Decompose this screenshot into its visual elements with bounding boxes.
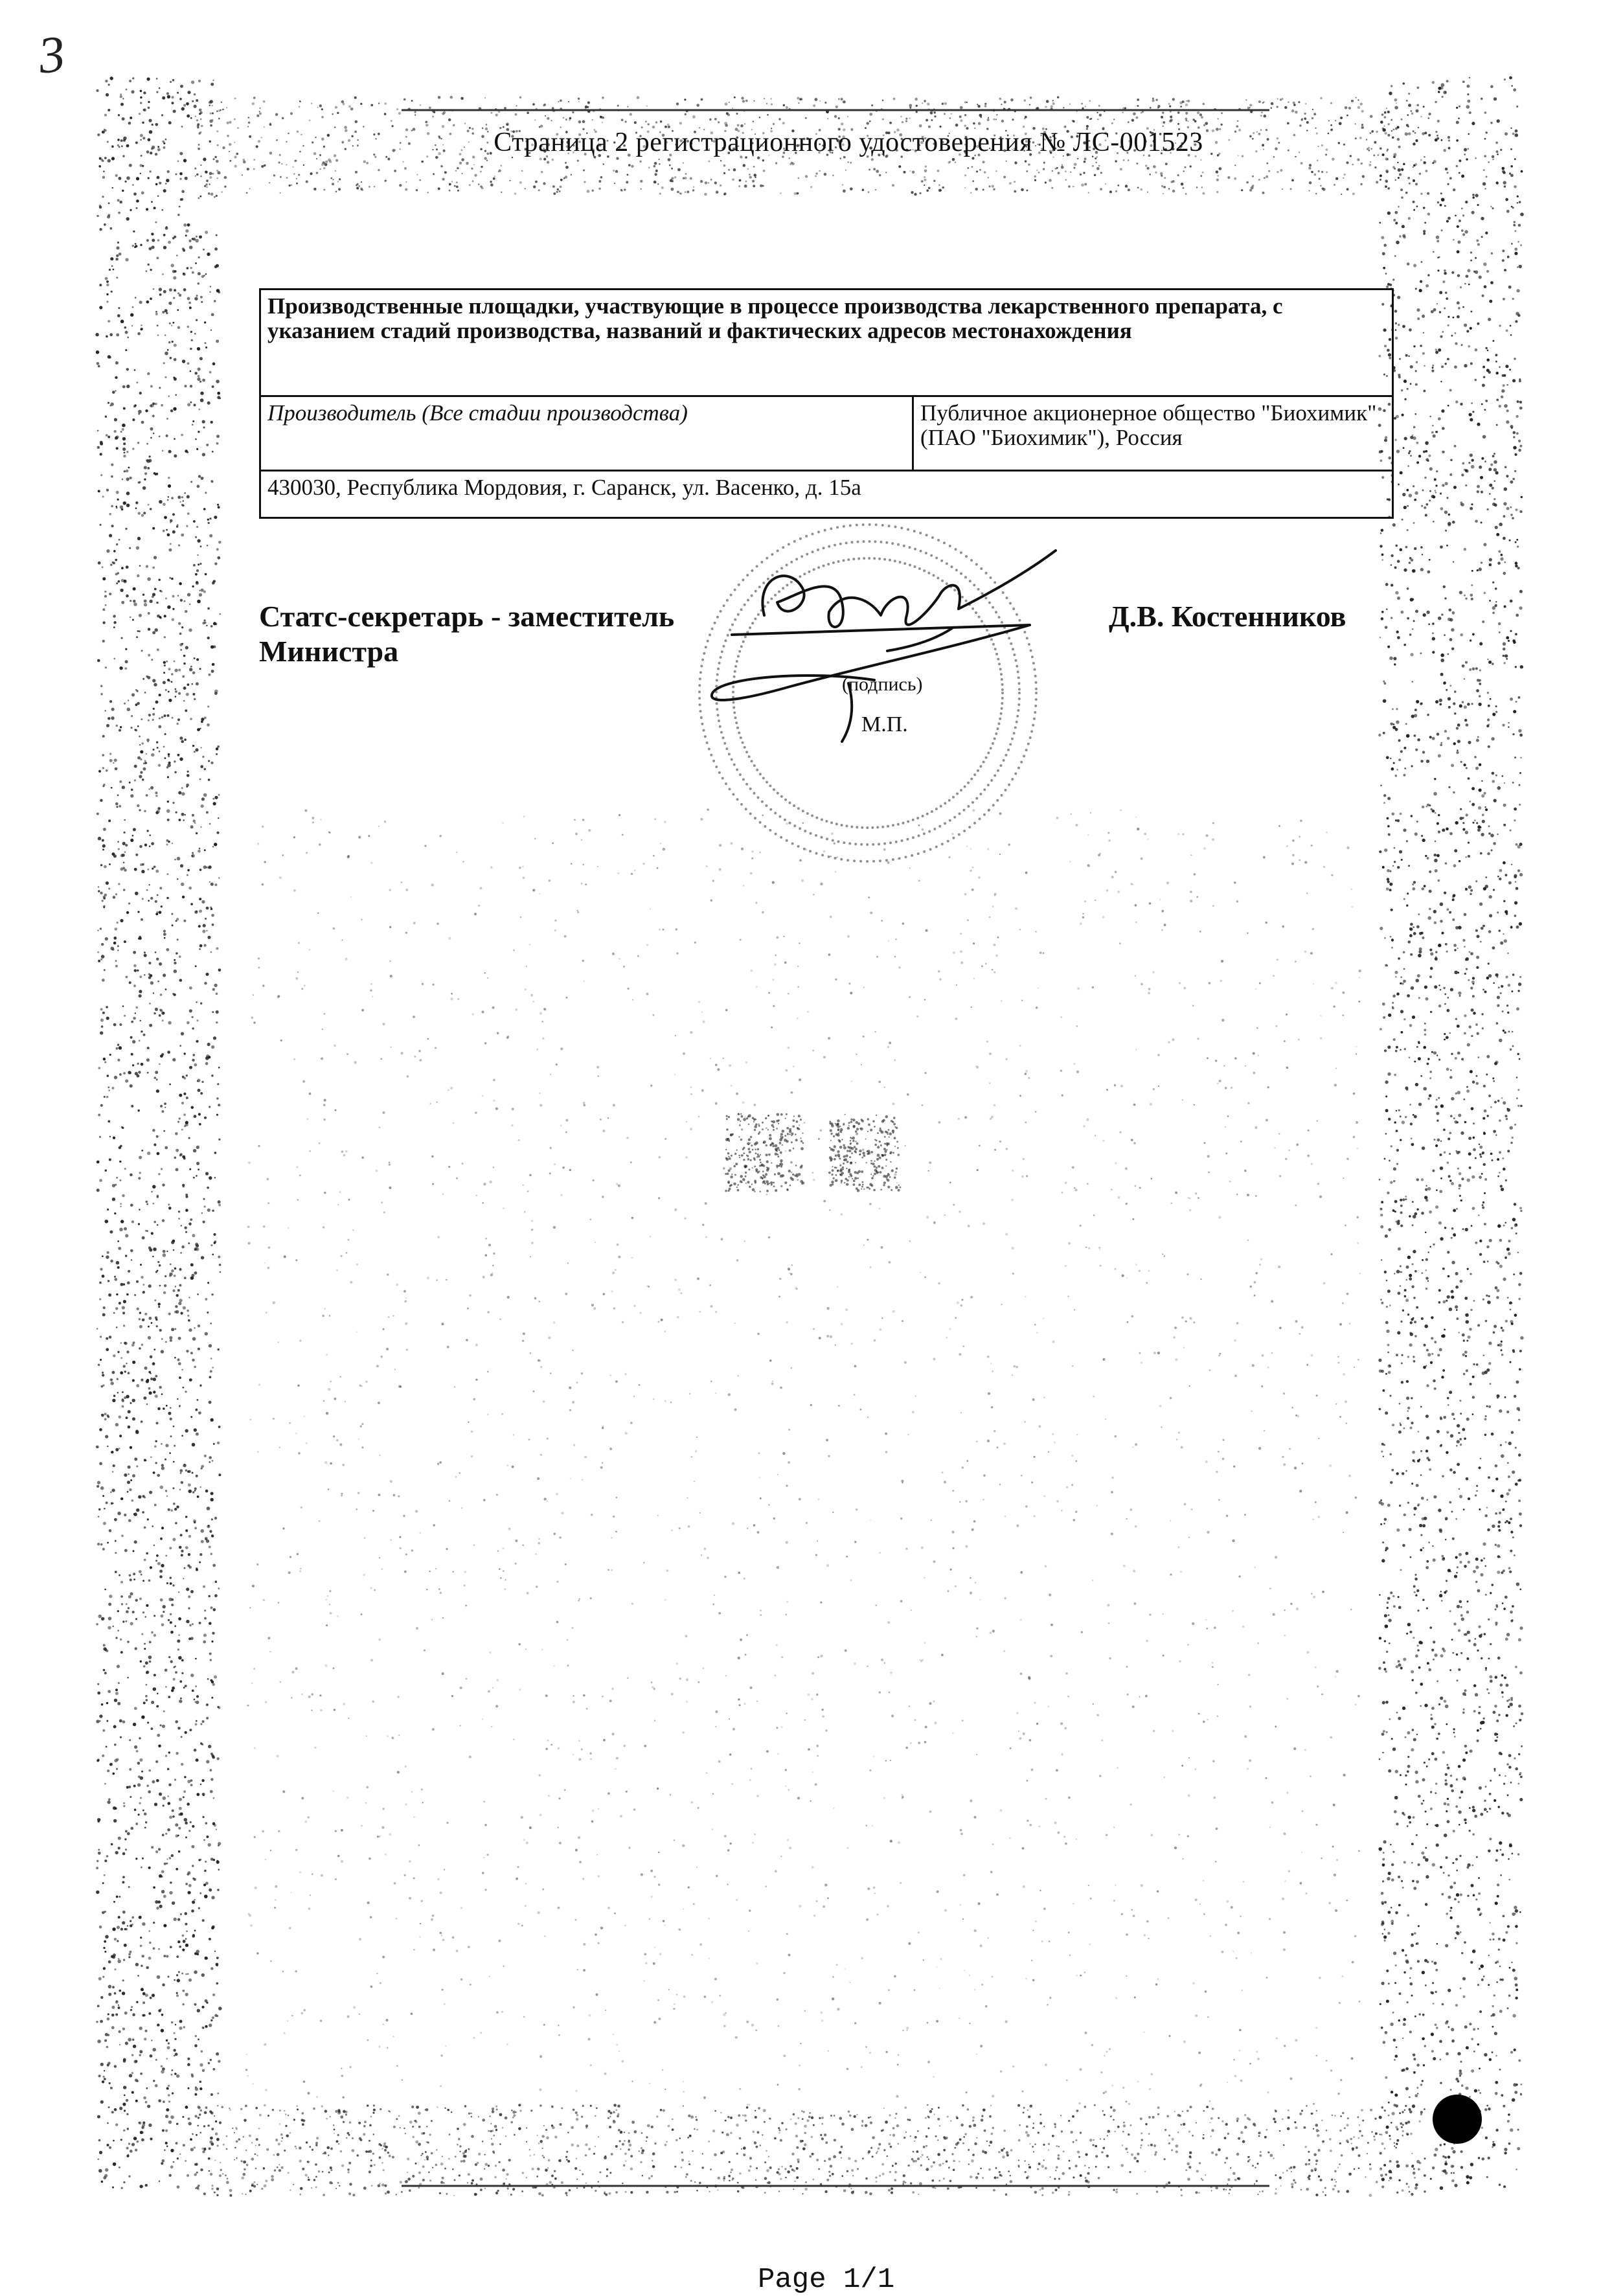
manufacturer-name-cell: Публичное акционерное общество "Биохимик" (ПАО "Биохимик"), Россия xyxy=(913,396,1393,471)
manufacturer-role-cell: Производитель (Все стадии производства) xyxy=(260,396,913,471)
page-footer: Page 1/1 xyxy=(758,2264,895,2296)
table-row xyxy=(260,290,1393,396)
signatory-name: Д.В. Костенников xyxy=(1109,600,1346,633)
table-heading-cell: Производственные площадки, участвующие в процессе производства лекарственного препарата, с указанием стадий производства, названий и фактических адресов местонахождения xyxy=(260,290,1393,396)
table-row xyxy=(260,396,1393,471)
signature-caption: (подпись) xyxy=(842,674,923,695)
table-row xyxy=(260,471,1393,518)
corner-page-mark: 3 xyxy=(36,25,68,85)
page-header: Страница 2 регистрационного удостоверения № ЛС-001523 xyxy=(494,128,1203,157)
signatory-position xyxy=(259,599,687,669)
production-sites-table xyxy=(259,288,1394,519)
seal-placeholder-label: М.П. xyxy=(861,712,908,736)
signatory-position-text: Статс-секретарь - заместитель Министра xyxy=(259,600,675,668)
address-cell: 430030, Республика Мордовия, г. Саранск, ул. Васенко, д. 15а xyxy=(260,471,1393,518)
